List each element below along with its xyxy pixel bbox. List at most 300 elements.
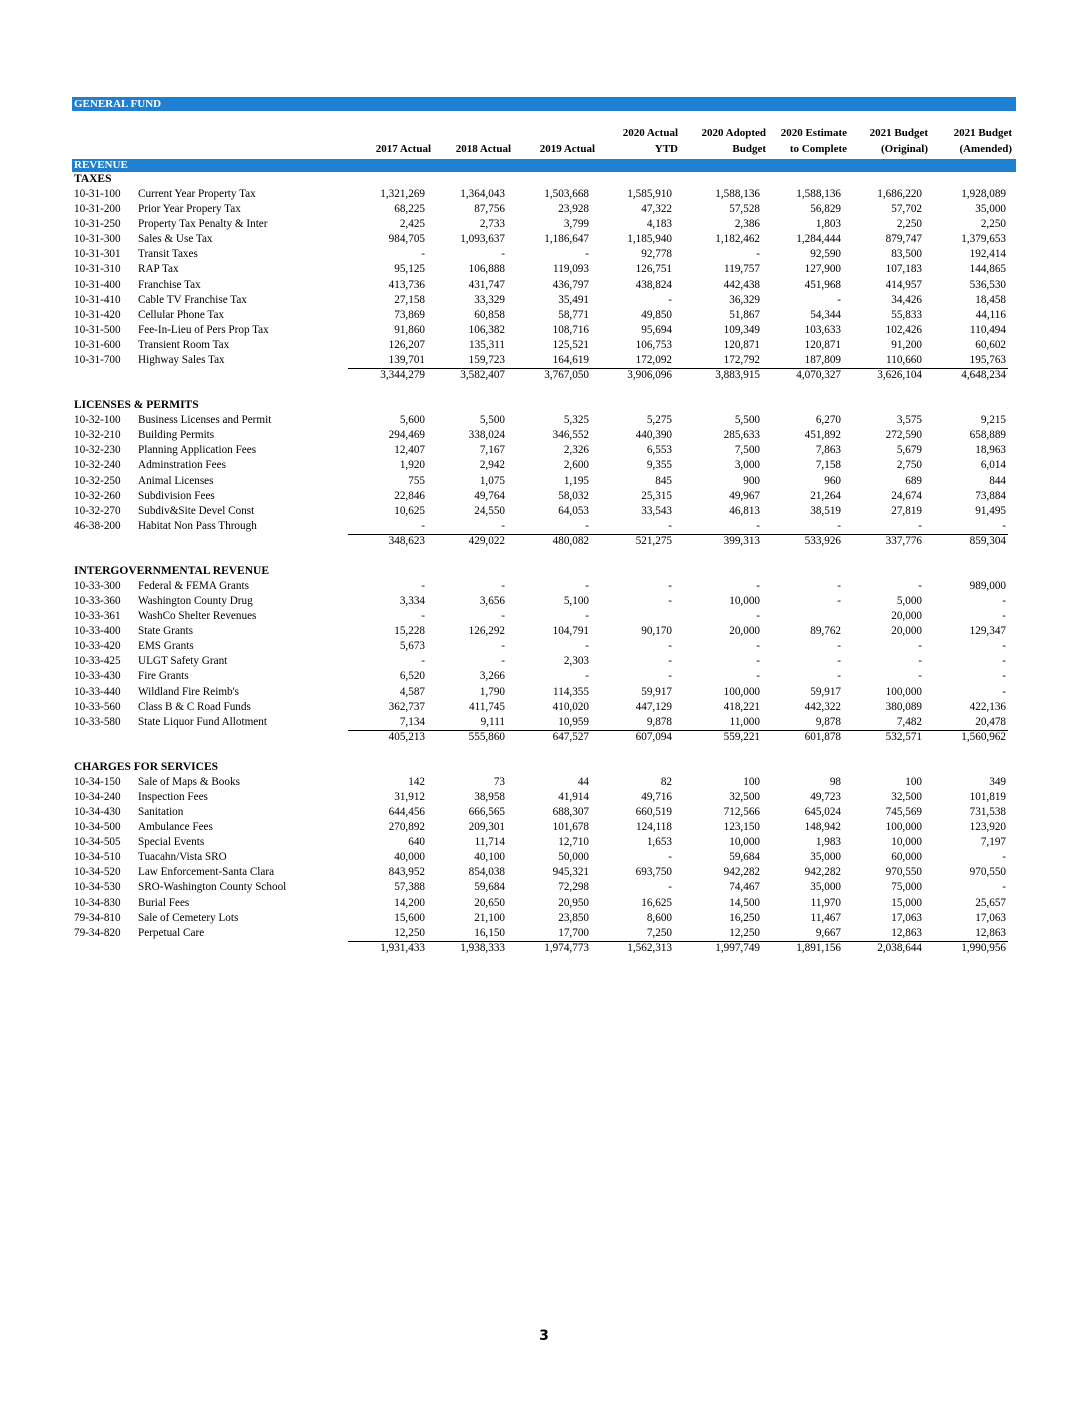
total-cell: 607,094: [635, 730, 672, 743]
column-header-line: 2021 Budget: [953, 127, 1012, 139]
account-description: State Grants: [138, 625, 193, 638]
total-cell: 480,082: [552, 534, 589, 547]
account-description: EMS Grants: [138, 640, 194, 653]
amount-cell: 9,667: [815, 926, 841, 939]
account-number: 10-31-310: [74, 263, 121, 276]
total-cell: 1,974,773: [544, 941, 589, 954]
account-description: Franchise Tax: [138, 278, 201, 291]
total-cell: 1,997,749: [715, 941, 760, 954]
column-header-line: 2020 Actual: [622, 127, 678, 139]
total-cell: 4,648,234: [961, 369, 1006, 382]
table-row: [72, 609, 1016, 624]
amount-cell: 451,968: [804, 278, 841, 291]
table-row: [72, 217, 1016, 232]
amount-cell: 7,500: [734, 444, 760, 457]
table-row: [72, 458, 1016, 473]
account-number: 10-33-300: [74, 579, 121, 592]
amount-cell: 59,684: [729, 851, 760, 864]
total-cell: 399,313: [723, 534, 760, 547]
amount-cell: 447,129: [635, 700, 672, 713]
amount-cell: 18,963: [975, 444, 1006, 457]
table-row: [72, 715, 1016, 730]
amount-cell: 1,195: [563, 474, 589, 487]
amount-cell: 58,771: [558, 308, 589, 321]
column-header-line: to Complete: [789, 143, 847, 155]
amount-cell: 60,858: [474, 308, 505, 321]
account-number: 10-34-505: [74, 836, 121, 849]
amount-cell: 942,282: [723, 866, 760, 879]
table-row: [72, 805, 1016, 820]
amount-cell: 285,633: [723, 429, 760, 442]
account-number: 10-31-301: [74, 248, 121, 261]
amount-cell: 7,863: [815, 444, 841, 457]
account-description: Cellular Phone Tax: [138, 308, 225, 321]
revenue-bar: REVENUE: [72, 159, 1016, 172]
column-header-line: 2020 Adopted: [701, 127, 766, 139]
account-number: 10-34-530: [74, 881, 121, 894]
table-row: [72, 413, 1016, 428]
amount-cell: 49,723: [810, 790, 841, 803]
section-total-row: [72, 368, 1016, 383]
column-header: [928, 125, 1012, 157]
total-cell: 859,304: [969, 534, 1006, 547]
account-number: 10-34-240: [74, 790, 121, 803]
amount-cell: 20,000: [729, 625, 760, 638]
amount-cell: 27,819: [891, 504, 922, 517]
amount-cell: 82: [660, 775, 672, 788]
account-number: 10-32-230: [74, 444, 121, 457]
account-description: Prior Year Propery Tax: [138, 203, 241, 216]
amount-cell: 36,329: [729, 293, 760, 306]
amount-cell: 11,970: [810, 896, 841, 909]
amount-cell: 5,100: [563, 594, 589, 607]
amount-cell: 12,863: [975, 926, 1006, 939]
total-cell: 4,070,327: [796, 369, 841, 382]
amount-cell: 451,892: [804, 429, 841, 442]
amount-cell: -: [668, 579, 672, 592]
account-number: 10-31-410: [74, 293, 121, 306]
account-number: 10-31-600: [74, 338, 121, 351]
account-description: Sale of Maps & Books: [138, 775, 240, 788]
amount-cell: 102,426: [885, 323, 922, 336]
account-description: Fire Grants: [138, 670, 189, 683]
total-cell: 1,990,956: [961, 941, 1006, 954]
amount-cell: 5,673: [399, 640, 425, 653]
amount-cell: 270,892: [388, 821, 425, 834]
amount-cell: 57,528: [729, 203, 760, 216]
table-row: [72, 262, 1016, 277]
amount-cell: 2,303: [563, 655, 589, 668]
amount-cell: 54,344: [810, 308, 841, 321]
amount-cell: 74,467: [729, 881, 760, 894]
account-description: Planning Application Fees: [138, 444, 257, 457]
amount-cell: 68,225: [394, 203, 425, 216]
amount-cell: -: [1002, 594, 1006, 607]
amount-cell: 34,426: [891, 293, 922, 306]
amount-cell: 17,063: [891, 911, 922, 924]
amount-cell: 640: [408, 836, 425, 849]
account-number: 46-38-200: [74, 519, 121, 532]
amount-cell: 10,625: [394, 504, 425, 517]
amount-cell: 2,250: [896, 218, 922, 231]
amount-cell: 124,118: [636, 821, 672, 834]
amount-cell: 110,660: [886, 354, 922, 367]
table-row: [72, 669, 1016, 684]
table-row: [72, 443, 1016, 458]
amount-cell: 6,014: [980, 459, 1006, 472]
amount-cell: 338,024: [468, 429, 505, 442]
amount-cell: 970,550: [969, 866, 1006, 879]
amount-cell: 50,000: [558, 851, 589, 864]
amount-cell: 127,900: [804, 263, 841, 276]
amount-cell: 129,347: [969, 625, 1006, 638]
amount-cell: 24,550: [474, 504, 505, 517]
amount-cell: -: [501, 248, 505, 261]
account-description: Transient Room Tax: [138, 338, 230, 351]
amount-cell: 31,912: [394, 790, 425, 803]
account-description: Building Permits: [138, 429, 215, 442]
amount-cell: 73: [493, 775, 505, 788]
amount-cell: -: [585, 610, 589, 623]
account-description: Property Tax Penalty & Inter: [138, 218, 268, 231]
budget-page: [72, 97, 1016, 956]
amount-cell: -: [756, 610, 760, 623]
account-number: 10-33-580: [74, 715, 121, 728]
amount-cell: 442,322: [804, 700, 841, 713]
account-description: Law Enforcement-Santa Clara: [138, 866, 275, 879]
amount-cell: -: [421, 519, 425, 532]
amount-cell: 7,250: [646, 926, 672, 939]
amount-cell: 1,653: [646, 836, 672, 849]
amount-cell: 32,500: [891, 790, 922, 803]
amount-cell: -: [918, 640, 922, 653]
amount-cell: 438,824: [635, 278, 672, 291]
amount-cell: -: [1002, 670, 1006, 683]
amount-cell: 139,701: [388, 354, 425, 367]
amount-cell: 5,325: [563, 414, 589, 427]
amount-cell: 195,763: [969, 354, 1006, 367]
table-row: [72, 247, 1016, 262]
amount-cell: -: [668, 655, 672, 668]
amount-cell: 98: [829, 775, 841, 788]
amount-cell: 187,809: [804, 354, 841, 367]
amount-cell: 40,000: [394, 851, 425, 864]
amount-cell: 645,024: [804, 806, 841, 818]
table-row: [72, 353, 1016, 368]
account-description: Perpetual Care: [138, 926, 205, 939]
amount-cell: 44,116: [975, 308, 1006, 321]
account-description: Highway Sales Tax: [138, 354, 225, 367]
amount-cell: 120,871: [723, 338, 760, 351]
total-cell: 3,767,050: [544, 369, 589, 382]
amount-cell: 15,228: [394, 625, 425, 638]
column-header-line: [511, 125, 595, 141]
account-description: State Liquor Fund Allotment: [138, 715, 267, 728]
account-number: 10-31-250: [74, 218, 121, 231]
amount-cell: 9,878: [815, 715, 841, 728]
account-number: 10-32-250: [74, 474, 121, 487]
account-description: Animal Licenses: [138, 474, 214, 487]
amount-cell: 1,585,910: [627, 188, 672, 200]
table-row: [72, 700, 1016, 715]
amount-cell: 126,292: [468, 625, 505, 638]
amount-cell: 11,714: [474, 836, 505, 849]
amount-cell: 970,550: [885, 866, 922, 879]
total-cell: 1,562,313: [627, 941, 672, 954]
amount-cell: 18,458: [975, 293, 1006, 306]
amount-cell: 843,952: [388, 866, 425, 879]
amount-cell: 2,750: [896, 459, 922, 472]
table-row: [72, 835, 1016, 850]
section-total-row: [72, 534, 1016, 549]
amount-cell: 57,388: [394, 881, 425, 894]
amount-cell: 9,111: [480, 715, 505, 728]
amount-cell: 688,307: [552, 806, 589, 818]
amount-cell: -: [501, 655, 505, 668]
column-header-line: 2020 Estimate: [780, 127, 847, 139]
amount-cell: 1,588,136: [796, 188, 841, 200]
account-description: Wildland Fire Reimb's: [138, 685, 239, 698]
total-cell: 533,926: [804, 534, 841, 547]
account-description: Class B & C Road Funds: [138, 700, 251, 713]
amount-cell: -: [585, 579, 589, 592]
column-header: [347, 125, 431, 157]
amount-cell: 945,321: [552, 866, 589, 879]
amount-cell: 32,500: [729, 790, 760, 803]
amount-cell: 16,625: [641, 896, 672, 909]
account-description: Cable TV Franchise Tax: [138, 293, 247, 306]
amount-cell: 411,745: [469, 700, 505, 713]
table-row: [72, 202, 1016, 217]
amount-cell: 660,519: [635, 806, 672, 818]
amount-cell: 101,678: [552, 821, 589, 834]
amount-cell: 21,264: [810, 489, 841, 502]
account-number: 10-33-420: [74, 640, 121, 653]
amount-cell: 10,000: [891, 836, 922, 849]
amount-cell: -: [668, 519, 672, 532]
table-row: [72, 474, 1016, 489]
column-header: [844, 125, 928, 157]
amount-cell: 33,329: [474, 293, 505, 306]
amount-cell: 23,928: [558, 203, 589, 216]
column-header-line: (Original): [880, 143, 928, 155]
amount-cell: -: [1002, 640, 1006, 653]
amount-cell: 12,407: [394, 444, 425, 457]
amount-cell: 106,753: [635, 338, 672, 351]
total-cell: 337,776: [885, 534, 922, 547]
amount-cell: -: [585, 519, 589, 532]
amount-cell: 2,600: [563, 459, 589, 472]
amount-cell: 59,917: [810, 685, 841, 698]
amount-cell: 142: [408, 775, 425, 788]
amount-cell: 135,311: [469, 338, 505, 351]
table-row: [72, 775, 1016, 790]
section-spacer: [72, 383, 1016, 398]
amount-cell: 294,469: [388, 429, 425, 442]
amount-cell: 16,250: [729, 911, 760, 924]
amount-cell: 83,500: [891, 248, 922, 261]
amount-cell: -: [837, 293, 841, 306]
section-total-row: [72, 941, 1016, 956]
amount-cell: 3,000: [734, 459, 760, 472]
account-description: ULGT Safety Grant: [138, 655, 228, 668]
amount-cell: 845: [655, 474, 672, 487]
table-row: [72, 594, 1016, 609]
amount-cell: 689: [905, 474, 922, 487]
total-cell: 521,275: [635, 534, 672, 547]
account-description: Sanitation: [138, 806, 184, 818]
amount-cell: 1,686,220: [877, 188, 922, 200]
amount-cell: 3,575: [896, 414, 922, 427]
amount-cell: 24,674: [891, 489, 922, 502]
amount-cell: 49,850: [641, 308, 672, 321]
amount-cell: 5,275: [646, 414, 672, 427]
section-spacer: [72, 549, 1016, 564]
amount-cell: 1,503,668: [544, 188, 589, 200]
amount-cell: -: [837, 670, 841, 683]
total-cell: 2,038,644: [877, 941, 922, 954]
amount-cell: 3,334: [399, 594, 425, 607]
amount-cell: 436,797: [552, 278, 589, 291]
amount-cell: -: [585, 640, 589, 653]
amount-cell: 103,633: [804, 323, 841, 336]
account-description: Ambulance Fees: [138, 821, 213, 834]
amount-cell: 91,495: [975, 504, 1006, 517]
amount-cell: 16,150: [474, 926, 505, 939]
amount-cell: 10,000: [729, 594, 760, 607]
amount-cell: 159,723: [468, 354, 505, 367]
table-row: [72, 911, 1016, 926]
account-description: SRO-Washington County School: [138, 881, 287, 894]
amount-cell: -: [668, 293, 672, 306]
amount-cell: 38,519: [810, 504, 841, 517]
account-number: 10-32-270: [74, 504, 121, 517]
amount-cell: 693,750: [635, 866, 672, 879]
amount-cell: 56,829: [810, 203, 841, 216]
amount-cell: 87,756: [474, 203, 505, 216]
amount-cell: 17,700: [558, 926, 589, 939]
account-description: RAP Tax: [138, 263, 179, 276]
amount-cell: 1,284,444: [796, 233, 841, 246]
account-number: 10-32-210: [74, 429, 121, 442]
amount-cell: 60,000: [891, 851, 922, 864]
amount-cell: 9,355: [646, 459, 672, 472]
amount-cell: 64,053: [558, 504, 589, 517]
account-number: 10-32-240: [74, 459, 121, 472]
amount-cell: 9,878: [646, 715, 672, 728]
amount-cell: 100,000: [723, 685, 760, 698]
total-cell: 532,571: [885, 730, 922, 743]
table-row: [72, 880, 1016, 895]
amount-cell: 422,136: [969, 700, 1006, 713]
amount-cell: 1,075: [479, 474, 505, 487]
amount-cell: 989,000: [969, 579, 1006, 592]
amount-cell: 33,543: [641, 504, 672, 517]
table-row: [72, 639, 1016, 654]
amount-cell: 2,326: [563, 444, 589, 457]
amount-cell: 12,250: [394, 926, 425, 939]
amount-cell: 23,850: [558, 911, 589, 924]
amount-cell: 4,183: [646, 218, 672, 231]
column-header-line: Budget: [732, 143, 766, 155]
account-description: Washington County Drug: [138, 594, 253, 607]
amount-cell: 15,000: [891, 896, 922, 909]
account-number: 10-31-100: [74, 188, 121, 200]
amount-cell: 1,321,269: [380, 188, 425, 200]
amount-cell: 7,158: [815, 459, 841, 472]
amount-cell: 1,185,940: [627, 233, 672, 246]
amount-cell: -: [1002, 519, 1006, 532]
total-cell: 3,883,915: [715, 369, 760, 382]
amount-cell: 1,182,462: [715, 233, 760, 246]
amount-cell: -: [918, 655, 922, 668]
amount-cell: -: [918, 670, 922, 683]
amount-cell: 17,063: [975, 911, 1006, 924]
amount-cell: -: [1002, 881, 1006, 894]
amount-cell: 123,150: [723, 821, 760, 834]
section-total-row: [72, 730, 1016, 745]
account-description: WashCo Shelter Revenues: [138, 610, 257, 623]
account-number: 10-31-400: [74, 278, 121, 291]
amount-cell: 20,650: [474, 896, 505, 909]
table-row: [72, 865, 1016, 880]
amount-cell: 418,221: [723, 700, 760, 713]
account-description: Federal & FEMA Grants: [138, 579, 249, 592]
amount-cell: 1,803: [815, 218, 841, 231]
amount-cell: 126,751: [635, 263, 672, 276]
account-description: Fee-In-Lieu of Pers Prop Tax: [138, 323, 269, 336]
amount-cell: -: [501, 579, 505, 592]
column-header: [427, 125, 511, 157]
account-number: 79-34-820: [74, 926, 121, 939]
amount-cell: -: [668, 881, 672, 894]
page-number: 3: [539, 1328, 549, 1344]
amount-cell: 172,092: [635, 354, 672, 367]
table-row: [72, 579, 1016, 594]
amount-cell: 21,100: [474, 911, 505, 924]
amount-cell: 431,747: [468, 278, 505, 291]
amount-cell: 2,733: [479, 218, 505, 231]
amount-cell: 49,764: [474, 489, 505, 502]
amount-cell: 27,158: [394, 293, 425, 306]
amount-cell: 2,942: [479, 459, 505, 472]
amount-cell: 6,270: [815, 414, 841, 427]
amount-cell: 3,799: [563, 218, 589, 231]
amount-cell: 15,600: [394, 911, 425, 924]
amount-cell: 125,521: [552, 338, 589, 351]
table-row: [72, 338, 1016, 353]
amount-cell: -: [837, 579, 841, 592]
account-description: Subdivision Fees: [138, 489, 215, 502]
amount-cell: 1,983: [815, 836, 841, 849]
amount-cell: -: [421, 655, 425, 668]
amount-cell: -: [1002, 851, 1006, 864]
amount-cell: 100,000: [885, 685, 922, 698]
amount-cell: 854,038: [468, 866, 505, 879]
amount-cell: 12,710: [558, 836, 589, 849]
amount-cell: 2,250: [980, 218, 1006, 231]
amount-cell: 104,791: [552, 625, 589, 638]
total-cell: 3,626,104: [877, 369, 922, 382]
table-row: [72, 278, 1016, 293]
account-number: 10-34-500: [74, 821, 121, 834]
amount-cell: -: [585, 670, 589, 683]
account-description: Subdiv&Site Devel Const: [138, 504, 255, 517]
amount-cell: 7,134: [399, 715, 425, 728]
amount-cell: 38,958: [474, 790, 505, 803]
section-spacer: [72, 745, 1016, 760]
table-row: [72, 504, 1016, 519]
